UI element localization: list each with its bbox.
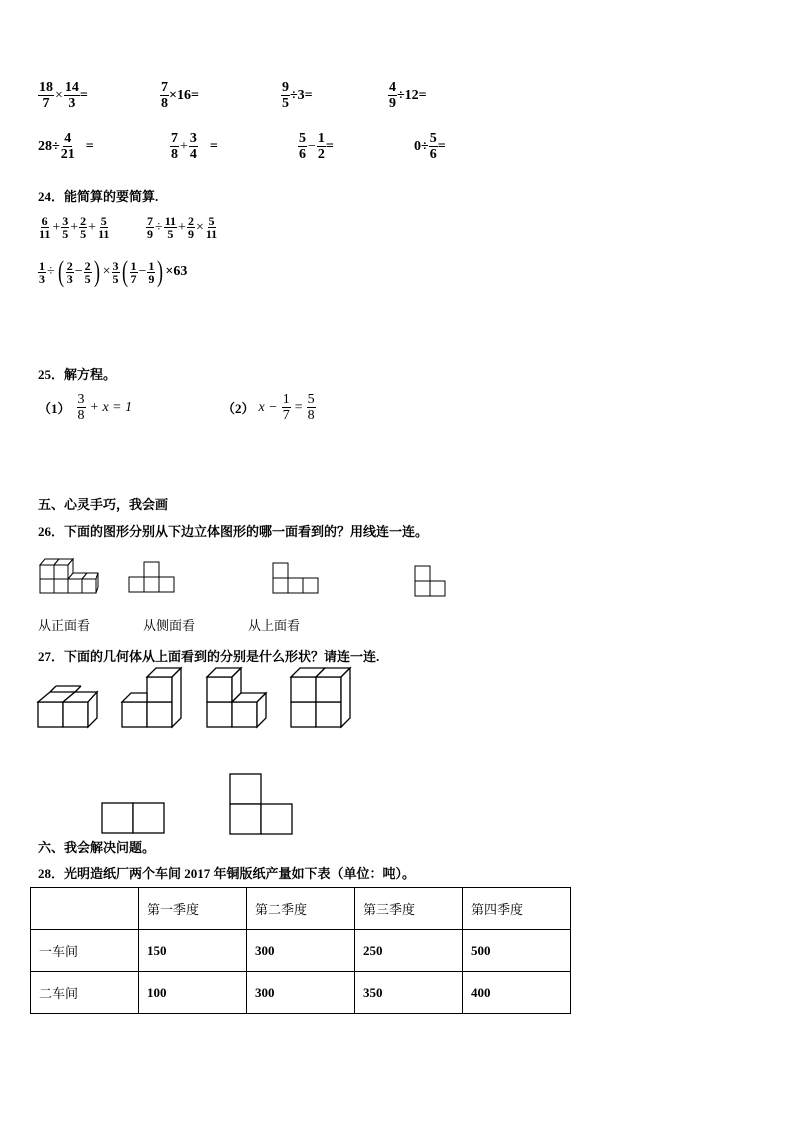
numerator: 11 [164, 214, 177, 228]
expression-tail: ÷12= [397, 87, 427, 103]
equals: = [437, 138, 446, 154]
numerator: 3 [77, 392, 85, 407]
table-cell: 一车间 [31, 930, 139, 972]
expression-lead: 0÷ [414, 138, 429, 154]
view-label-front: 从正面看 [38, 618, 91, 633]
numerator: 5 [100, 214, 107, 228]
equals: = [85, 138, 94, 154]
equation-label: （2） [222, 401, 255, 416]
solid-figure-c [205, 666, 271, 732]
simplify-expression-1 [38, 215, 110, 240]
denominator: 5 [282, 96, 289, 111]
expression-tail: ÷3= [290, 87, 313, 103]
numerator: 1 [317, 131, 325, 146]
table-cell: 300 [247, 930, 355, 972]
equation-rest: + x = 1 [89, 399, 133, 415]
table-header-row [31, 888, 571, 930]
equals: = [79, 87, 88, 103]
denominator: 4 [189, 147, 197, 162]
equals: = [209, 138, 218, 154]
solid-figure-b [120, 666, 186, 732]
numerator: 14 [64, 80, 79, 95]
denominator: 11 [39, 227, 51, 241]
solid-figure-d [289, 666, 355, 732]
numerator: 7 [147, 214, 153, 228]
equation-1 [38, 392, 132, 423]
denominator: 7 [42, 96, 50, 111]
denominator: 5 [80, 227, 87, 241]
numerator: 2 [66, 258, 73, 273]
left-paren: ( [57, 255, 64, 288]
view-shape-2 [272, 561, 322, 597]
numerator: 4 [64, 131, 72, 146]
view-shape-3 [414, 564, 448, 600]
calc-item [38, 80, 88, 111]
equation-lead: x − [258, 399, 278, 415]
denominator: 8 [171, 147, 178, 162]
top-view-shape-2 [228, 772, 294, 836]
denominator: 5 [167, 227, 174, 241]
view-label-top: 从上面看 [248, 618, 301, 633]
solid-figure-a [36, 684, 102, 732]
operator: − [138, 264, 147, 279]
numerator: 1 [130, 258, 137, 273]
table-header-cell: 第三季度 [355, 888, 463, 930]
denominator: 9 [187, 227, 194, 241]
denominator: 6 [299, 147, 306, 162]
table-cell: 150 [139, 930, 247, 972]
table-cell: 二车间 [31, 972, 139, 1014]
table-header-cell: 第二季度 [247, 888, 355, 930]
operator: × [102, 264, 111, 279]
denominator: 11 [98, 227, 110, 241]
denominator: 8 [77, 408, 85, 423]
denominator: 5 [62, 227, 69, 241]
denominator: 3 [66, 271, 73, 286]
expression-lead: 28÷ [38, 138, 60, 154]
numerator: 4 [389, 80, 396, 95]
numerator: 7 [171, 131, 178, 146]
denominator: 9 [147, 227, 153, 241]
production-table [30, 887, 571, 1014]
question-24-title: 24．能简算的要简算. [38, 189, 159, 204]
table-cell: 350 [355, 972, 463, 1014]
equation-2 [222, 392, 316, 423]
simplify-expression-2 [146, 215, 218, 240]
question-28-title: 28．光明造纸厂两个车间 2017 年铜版纸产量如下表（单位：吨）。 [38, 866, 416, 881]
operator: − [74, 264, 83, 279]
table-cell: 500 [463, 930, 571, 972]
denominator: 9 [389, 96, 396, 111]
numerator: 5 [208, 214, 215, 228]
operator: + [180, 138, 188, 154]
section-6-heading: 六、我会解决问题。 [38, 840, 156, 855]
denominator: 11 [205, 227, 218, 241]
calc-item [160, 80, 199, 111]
numerator: 5 [429, 131, 437, 146]
simplify-expression-3 [38, 257, 187, 287]
question-27-title: 27．下面的几何体从上面看到的分别是什么形状？请连一连. [38, 649, 380, 664]
numerator: 2 [187, 214, 194, 228]
question-25-title: 25．解方程。 [38, 367, 117, 382]
numerator: 7 [161, 80, 168, 95]
numerator: 18 [39, 80, 53, 95]
numerator: 9 [282, 80, 289, 95]
table-cell: 300 [247, 972, 355, 1014]
equals: = [294, 399, 303, 415]
calc-item [298, 131, 334, 162]
denominator: 8 [307, 408, 315, 423]
operator: + [178, 219, 186, 235]
left-paren: ( [121, 255, 128, 288]
solid-figure-cubes [38, 553, 100, 597]
expression-tail: ×63 [165, 264, 188, 279]
denominator: 7 [282, 408, 290, 423]
table-header-cell [31, 888, 139, 930]
numerator: 6 [41, 214, 48, 228]
equation-label: （1） [38, 401, 71, 416]
denominator: 5 [84, 271, 91, 286]
denominator: 9 [148, 271, 155, 286]
equals: = [325, 138, 334, 154]
denominator: 21 [60, 147, 75, 162]
table-header-cell: 第一季度 [139, 888, 247, 930]
right-paren: ) [157, 255, 164, 288]
table-header-cell: 第四季度 [463, 888, 571, 930]
calc-item [388, 80, 427, 111]
numerator: 3 [189, 131, 197, 146]
view-shape-1 [128, 560, 178, 596]
numerator: 5 [307, 392, 315, 407]
right-paren: ) [93, 255, 100, 288]
denominator: 6 [429, 147, 437, 162]
question-26-title: 26．下面的图形分别从下边立体图形的哪一面看到的？用线连一连。 [38, 524, 429, 539]
calc-item [38, 131, 94, 162]
table-cell: 250 [355, 930, 463, 972]
calc-item [281, 80, 313, 111]
top-view-shape-1 [100, 801, 166, 835]
numerator: 5 [299, 131, 306, 146]
operator: + [88, 219, 97, 235]
operator: + [52, 219, 61, 235]
calc-item [414, 131, 446, 162]
operator: × [55, 87, 63, 103]
operator: + [70, 219, 79, 235]
denominator: 3 [39, 271, 45, 286]
table-row [31, 972, 571, 1014]
operator: ÷ [47, 264, 55, 279]
section-5-heading: 五、心灵手巧，我会画 [38, 497, 169, 512]
numerator: 2 [80, 214, 87, 228]
numerator: 2 [84, 258, 91, 273]
table-row [31, 930, 571, 972]
denominator: 5 [112, 271, 119, 286]
table-cell: 400 [463, 972, 571, 1014]
numerator: 1 [39, 258, 45, 273]
denominator: 8 [161, 96, 168, 111]
calc-item [170, 131, 218, 162]
numerator: 1 [282, 392, 290, 407]
denominator: 2 [317, 147, 325, 162]
view-label-side: 从侧面看 [143, 618, 196, 633]
operator: × [195, 219, 204, 235]
numerator: 3 [62, 214, 69, 228]
numerator: 1 [148, 258, 155, 273]
operator: ÷ [155, 219, 163, 235]
denominator: 3 [68, 96, 76, 111]
operator: − [308, 138, 316, 154]
expression-tail: ×16= [169, 87, 199, 103]
numerator: 3 [112, 258, 119, 273]
table-cell: 100 [139, 972, 247, 1014]
denominator: 7 [130, 271, 137, 286]
